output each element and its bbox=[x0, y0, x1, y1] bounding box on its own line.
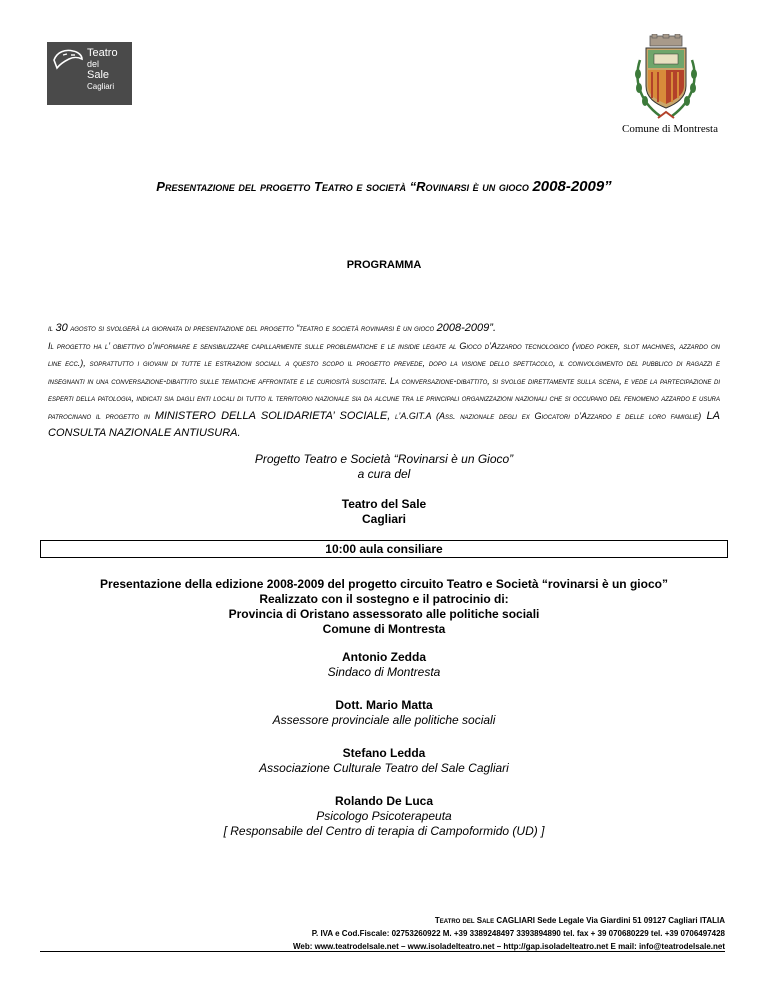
footer-line3: Web: www.teatrodelsale.net – www.isoladelteatro.net – http://gap.isoladelteatro.net E mail: info@teatrodelsale.net bbox=[292, 942, 725, 951]
title-text: Presentazione del progetto Teatro e società “Rovinarsi è un gioco bbox=[156, 179, 529, 194]
intro-seg7: l’A.GIT.A (Ass. nazionale degli ex Giocatori d’Azzardo e delle loro famiglie) bbox=[390, 410, 702, 421]
intro-seg6: MINISTERO DELLA SOLIDARIETA’ SOCIALE, bbox=[154, 409, 391, 422]
speaker-role: Psicologo Psicoterapeuta bbox=[316, 809, 452, 823]
logo-line-sale: Sale bbox=[87, 69, 110, 81]
comune-crest-icon bbox=[626, 34, 706, 130]
logo-line-teatro: Teatro bbox=[87, 47, 118, 59]
logo-line-del: del bbox=[87, 59, 100, 69]
presentation-line2: Realizzato con il sostegno e il patrocinio di: bbox=[259, 592, 509, 606]
speaker-name: Stefano Ledda bbox=[342, 746, 426, 760]
footer-line2: P. IVA e Cod.Fiscale: 02753260922 M. +39 3389248497 3393894890 tel. fax + 39 070680229 tel. +39 0706497428 bbox=[311, 929, 725, 938]
intro-seg8: LA CONSULTA NAZIONALE ANTIUSURA. bbox=[48, 409, 721, 439]
cura-block bbox=[0, 452, 768, 482]
intro-seg5: Il progetto ha l’ obiettivo d’informare e sensibilizzare capillarmente sulle problematiche e le insidie legate al Gioco d’Azzardo tecnologico (video poker, slot machines, azzardo on line ecc.), soprattutto i giovani di tutte le estrazioni sociali. a questo scopo il progetto prevede, dopo la visione dello spettacolo, il coinvolgimento del pubblico di ragazzi e insegnanti in una conversazione-dibattito sulle tematiche affrontate e le curiosità suscitate. La conversazione-dibattito, si svolge direttamente sulla scena, e vede la partecipazione di esperti della patologia, indicati sia dagli enti locali di tutto il territorio nazionale sia da alcune tra le principali organizzazioni nazionali che si occupano del fenomeno azzardo e usura patrocinano il progetto in bbox=[48, 340, 721, 421]
speaker-role: Sindaco di Montresta bbox=[327, 665, 441, 679]
mask-icon bbox=[51, 46, 85, 72]
teatro-del-sale-logo bbox=[47, 42, 132, 105]
intro-seg3: agosto si svolgerà la giornata di presentazione del progetto “teatro e società rovinarsi è un gioco bbox=[67, 323, 437, 333]
speaker-role: Associazione Culturale Teatro del Sale Cagliari bbox=[259, 761, 509, 775]
organizer-line1: Teatro del Sale bbox=[341, 497, 427, 511]
session-box: 10:00 aula consiliare bbox=[40, 540, 728, 558]
intro-paragraph bbox=[48, 320, 720, 443]
footer-divider bbox=[40, 951, 725, 952]
cura-line1: Progetto Teatro e Società “Rovinarsi è un Gioco” bbox=[254, 452, 514, 466]
comune-caption: Comune di Montresta bbox=[622, 123, 718, 135]
programma-heading: PROGRAMMA bbox=[346, 259, 422, 271]
presentation-block bbox=[0, 577, 768, 637]
intro-seg4: 2008-2009”. bbox=[436, 322, 496, 334]
title-year: 2008-2009” bbox=[532, 178, 612, 195]
speaker-name: Antonio Zedda bbox=[342, 650, 426, 664]
footer-address: CAGLIARI Sede Legale Via Giardini 51 09127 Cagliari ITALIA bbox=[494, 916, 725, 925]
presentation-line1: Presentazione della edizione 2008-2009 del progetto circuito Teatro e Società “rovinarsi è un gioco” bbox=[100, 577, 668, 591]
speaker-block bbox=[0, 650, 768, 680]
speaker-name: Dott. Mario Matta bbox=[335, 698, 433, 712]
document-title bbox=[0, 178, 768, 195]
presentation-line4: Comune di Montresta bbox=[322, 622, 446, 636]
intro-seg2: 30 bbox=[55, 322, 68, 334]
presentation-line3: Provincia di Oristano assessorato alle politiche sociali bbox=[228, 607, 540, 621]
organizer-line2: Cagliari bbox=[361, 512, 406, 526]
cura-line2: a cura del bbox=[357, 467, 411, 481]
speaker-role: Assessore provinciale alle politiche sociali bbox=[272, 713, 496, 727]
speaker-block bbox=[0, 698, 768, 728]
logo-line-cagliari: Cagliari bbox=[87, 82, 115, 91]
footer-org: Teatro del Sale bbox=[434, 916, 495, 925]
intro-seg1: il bbox=[48, 323, 56, 333]
speaker-name: Rolando De Luca bbox=[334, 794, 433, 808]
speaker-block bbox=[0, 794, 768, 839]
organizer-block bbox=[0, 497, 768, 527]
speaker-block bbox=[0, 746, 768, 776]
logo-text bbox=[87, 48, 118, 92]
footer bbox=[40, 914, 725, 953]
speaker-role-detail: [ Responsabile del Centro di terapia di Campoformido (UD) ] bbox=[223, 824, 545, 838]
footer-line1 bbox=[40, 914, 725, 927]
